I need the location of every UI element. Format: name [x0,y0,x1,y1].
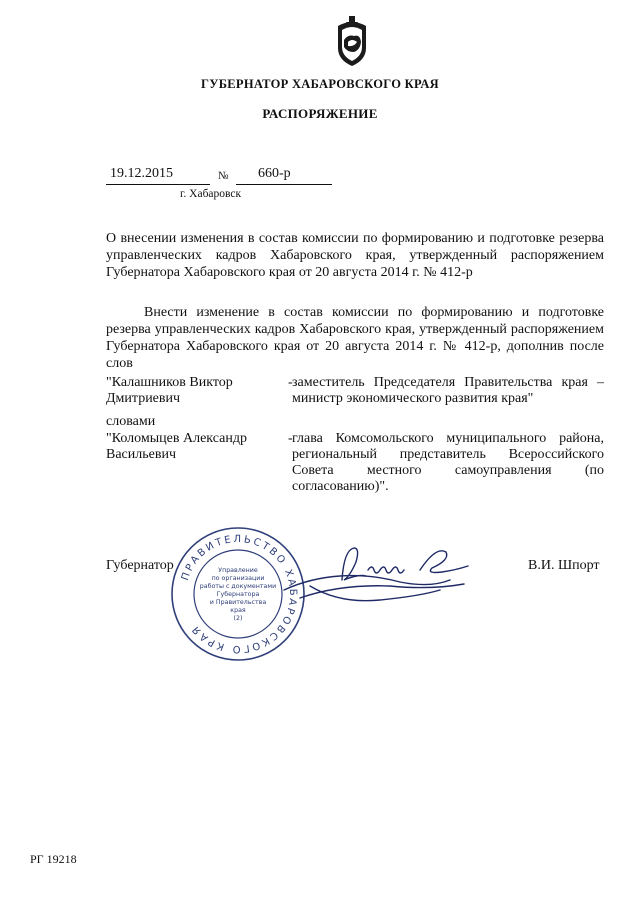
number-underline [236,184,332,185]
stamp-line: работы с документами [199,583,277,590]
entry-dash: - [288,431,293,446]
entry-role: заместитель Председателя Правительства края – министр экономического развития края" [292,375,604,406]
entry-role: глава Комсомольского муниципального района, региональный представитель Всероссийского Совета местного самоуправления (по согласованию)". [292,431,604,494]
entry-dash: - [288,375,293,390]
document-subject: О внесении изменения в состав комиссии по формированию и подготовке резерва управленческих кадров Хабаровского края, утвержденный распоряжением Губернатора Хабаровского края от 20 августа 2014 г. № 412-р [106,231,604,280]
date-number-line [106,166,332,186]
body-intro-paragraph: Внести изменение в состав комиссии по формированию и подготовке резерва управленческих кадров Хабаровского края, утвержденный распоряжением Губернатора Хабаровского края от 20 августа 2014 г. № 412-р, дополнив после слов [106,305,604,371]
entry-kolomytsev [106,431,604,494]
connector-word: словами [106,414,156,429]
entry-name: "Коломыцев Александр Васильевич [106,431,247,462]
stamp-line: по организации [211,575,265,582]
stamp-ring-text: ПРАВИТЕЛЬСТВО ХАБАРОВСКОГО КРАЯ [179,533,299,655]
signatory-title: Губернатор [106,558,174,573]
entry-kalashnikov [106,375,604,411]
registration-code: РГ 19218 [30,852,77,866]
document-number: 660-р [258,166,291,181]
stamp-line: Управление [218,567,258,574]
coat-of-arms-icon [330,14,374,68]
number-sign: № [218,170,229,182]
handwritten-signature [280,540,476,612]
document-city: г. Хабаровск [180,188,242,200]
signatory-name: В.И. Шпорт [528,558,600,573]
issuer-title: ГУБЕРНАТОР ХАБАРОВСКОГО КРАЯ [200,77,440,91]
stamp-line: (2) [233,615,243,622]
date-underline [106,184,210,185]
document-date: 19.12.2015 [110,166,173,181]
entry-name: "Калашников Виктор Дмитриевич [106,375,233,406]
stamp-line: Губернатора [216,591,260,598]
stamp-line: края [230,607,246,614]
stamp-line: и Правительства [209,599,267,606]
document-type-title: РАСПОРЯЖЕНИЕ [262,106,378,121]
